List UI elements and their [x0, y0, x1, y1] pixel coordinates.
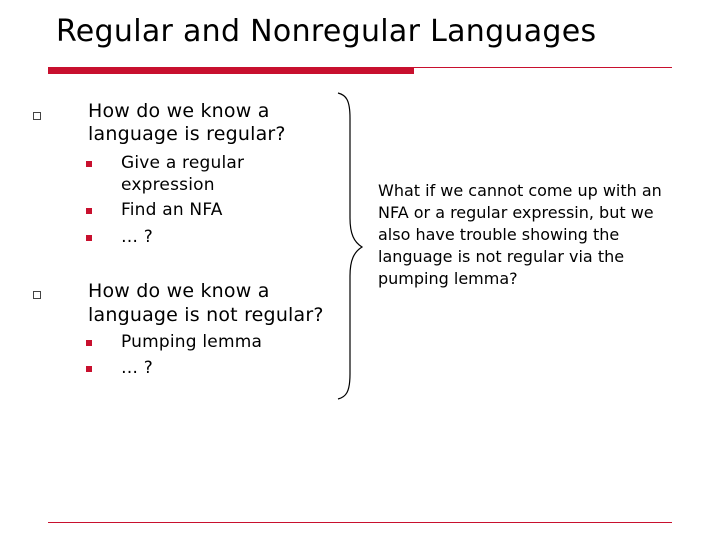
title-underline-thin — [414, 67, 672, 68]
side-note: What if we cannot come up with an NFA or a regular expressin, but we also have trouble showing the language is not regular via the pumping lemma? — [378, 181, 662, 288]
question-line: How do we know a — [88, 100, 270, 122]
list-item: Pumping lemma — [121, 332, 263, 352]
hollow-square-bullet-icon — [33, 112, 41, 120]
slide-title: Regular and Nonregular Languages — [56, 14, 597, 49]
list-item: … ? — [121, 358, 154, 378]
filled-square-bullet-icon — [86, 161, 92, 167]
right-curly-brace-icon — [336, 90, 366, 402]
filled-square-bullet-icon — [86, 366, 92, 372]
filled-square-bullet-icon — [86, 340, 92, 346]
footer-rule — [48, 522, 672, 523]
list-item-continued: expression — [121, 175, 215, 195]
list-item: … ? — [121, 227, 154, 247]
title-underline-thick — [48, 67, 414, 74]
hollow-square-bullet-icon — [33, 291, 41, 299]
question-line: language is not regular? — [88, 304, 324, 326]
list-item: Find an NFA — [121, 200, 223, 220]
list-item: Give a regular — [121, 153, 245, 173]
filled-square-bullet-icon — [86, 208, 92, 214]
question-line: language is regular? — [88, 123, 286, 145]
question-line: How do we know a — [88, 280, 270, 302]
filled-square-bullet-icon — [86, 235, 92, 241]
